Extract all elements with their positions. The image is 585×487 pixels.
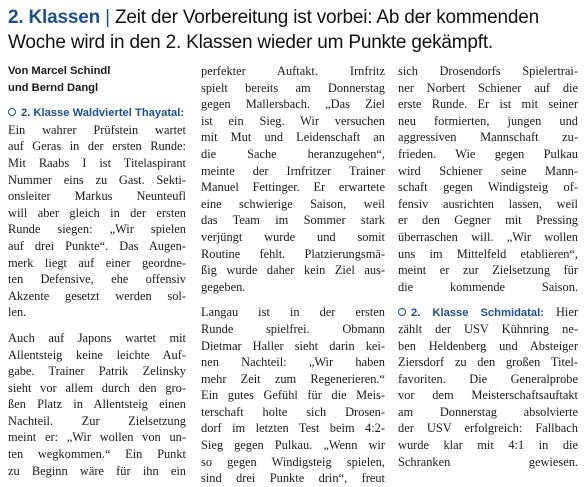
- text-line: Langau ist in der ersten: [201, 305, 385, 320]
- text-line: fensiv ausrichten lassen, weil: [398, 196, 578, 211]
- text-line: schaft gegen Windigsteig of-: [398, 180, 578, 195]
- text-line: terschaft holte sich Drosen-: [201, 404, 385, 419]
- text-line: perfekter Auftakt. Irnfritz: [201, 64, 385, 78]
- text-line: Manuel Fettinger. Er erwartete: [201, 180, 385, 195]
- headline-line-1: [8, 5, 580, 30]
- text-line: auf drei Punkte“. Das Augen-: [8, 238, 186, 253]
- subheading-thayatal: [8, 105, 186, 122]
- text-line: so gegen Windigsteig spielen,: [201, 454, 385, 469]
- text-line: onsleiter Markus Neunteufl: [8, 189, 186, 204]
- text-line: nen Nachteil: „Wir haben: [201, 355, 385, 370]
- text-line: meinte der Irnfritzer Trainer: [201, 163, 385, 178]
- section-kicker: 2. Klassen: [8, 7, 100, 28]
- subheading-schmidatal-line: [398, 304, 578, 321]
- text-line: auf Geras in der ersten Runde:: [8, 139, 186, 154]
- headline-title-1: Zeit der Vorbereitung ist vorbei: Ab der kommenden: [114, 7, 540, 28]
- text-line: ten wegkommen.“ Ein Punkt: [8, 447, 186, 462]
- text-line: Allentsteig keine leichte Auf-: [8, 347, 186, 362]
- text-line: er den Gegner mit Pressing: [398, 213, 578, 228]
- text-line: gegen Mallersbach. „Das Ziel: [201, 97, 385, 112]
- text-line: Nachteil. Zur Zielsetzung: [8, 413, 186, 428]
- author-line: Von Marcel Schindl: [8, 65, 111, 77]
- text-line: Ein wahrer Prüfstein wartet: [8, 122, 186, 137]
- circle-bullet-icon: [8, 108, 16, 116]
- text-line: mehr Zeit zum Regenerieren.“: [201, 371, 385, 386]
- text-line: Mit Raabs I ist Titelaspirant: [8, 155, 186, 170]
- text-line: ben Heldenberg und Absteiger: [398, 338, 578, 353]
- text-line: Runde siegen: „Wir spielen: [8, 222, 186, 237]
- text-line: verjüngt wurde und somit: [201, 229, 385, 244]
- text-line: die Sache heranzugehen“,: [201, 146, 385, 161]
- text-line: uns im Mittelfeld etablieren“,: [398, 246, 578, 261]
- text-line: ßen Platz in Allentsteig einen: [8, 397, 186, 412]
- text-line: sich Drosendorfs Spielertrai-: [398, 64, 578, 78]
- paragraph: [398, 63, 578, 295]
- text-line: aggressiven Mannschaft zu-: [398, 130, 578, 145]
- text-line: gegeben.: [201, 279, 246, 294]
- text-line: favoriten. Die Generalprobe: [398, 371, 578, 386]
- text-line: zu Beginn wäre für ihn ein: [8, 463, 186, 478]
- subheading-text: 2. Klasse Schmidatal:: [411, 307, 544, 320]
- text-line: mit Mut und Leidenschaft an: [201, 130, 385, 145]
- text-line: Ein gutes Gefühl für die Meis-: [201, 388, 385, 403]
- subheading-text: 2. Klasse Waldviertel Thayatal:: [21, 107, 185, 120]
- text-line: merk liegt auf einer geordne-: [8, 255, 186, 270]
- text-line: Sieg gegen Pulkau. „Wenn wir: [201, 438, 385, 453]
- text-line: am Donnerstag absolvierte: [398, 404, 578, 419]
- paragraph: [8, 122, 186, 321]
- text-line: der USV erfolgreich: Fallbach: [398, 421, 578, 436]
- text-line: Schranken gewiesen.: [398, 454, 578, 469]
- text-line: vor dem Meisterschaftsauftakt: [398, 388, 578, 403]
- text-line: gabe. Trainer Patrik Zelinsky: [8, 364, 186, 379]
- paragraph: [8, 330, 186, 479]
- text-line: spielt bereits am Donnerstag: [201, 80, 385, 95]
- text-line: meint er zur Zielsetzung für: [398, 263, 578, 278]
- text-line: sieht vor allem durch den gro-: [8, 380, 186, 395]
- paragraph: [398, 321, 578, 470]
- text-line: die kommende Saison.: [398, 279, 578, 294]
- text-line: ßig wurde daher kein Ziel aus-: [201, 263, 385, 278]
- text-line: len.: [8, 305, 27, 320]
- article-column-2: [201, 63, 385, 487]
- text-line: überraschen will. „Wir wollen: [398, 229, 578, 244]
- article-column-3: [398, 63, 578, 470]
- text-line: Akzente gesetzt werden sol-: [8, 288, 186, 303]
- text-line: Runde spielfrei. Obmann: [201, 321, 385, 336]
- text-line: das Team im Sommer stark: [201, 213, 385, 228]
- text-line: dorf im letzten Test beim 4:2-: [201, 421, 385, 436]
- text-line: Auch auf Japons wartet mit: [8, 330, 186, 345]
- paragraph: [201, 63, 385, 295]
- headline: [8, 5, 580, 55]
- author-line: und Bernd Dangl: [8, 81, 99, 94]
- article-column-1: [8, 63, 186, 479]
- text-line: will aber gleich in der ersten: [8, 205, 186, 220]
- text-line: Dietmar Haller sieht darin kei-: [201, 338, 385, 353]
- paragraph: [201, 304, 385, 487]
- text-line: ten Defensive, ehe offensiv: [8, 272, 186, 287]
- headline-title-2: Woche wird in den 2. Klassen wieder um Punkte gekämpft.: [8, 32, 494, 53]
- text-line: Ziersdorf zu den großen Titel-: [398, 355, 578, 370]
- text-line: sind drei Punkte drin“, freut: [201, 471, 385, 486]
- text-line: ist ein Sieg. Wir versuchen: [201, 113, 385, 128]
- circle-bullet-icon: [398, 308, 406, 316]
- text-line: ner Norbert Schiener auf die: [398, 80, 578, 95]
- text-line: zählt der USV Kühnring ne-: [398, 321, 578, 336]
- text-line: wurde klar mit 4:1 in die: [398, 438, 578, 453]
- text-line: wird Schiener seine Mann-: [398, 163, 578, 178]
- text-line: frieden. Wie gegen Pulkau: [398, 146, 578, 161]
- text-line: meint er: „Wir wollen von un-: [8, 430, 186, 445]
- text-line: Nummer eins zu Gast. Sekti-: [8, 172, 186, 187]
- text-line: neu formierten, jungen und: [398, 113, 578, 128]
- text-line: eine schwierige Saison, weil: [201, 196, 385, 211]
- text-line: erste Runde. Er ist mit seiner: [398, 97, 578, 112]
- text-line: Hier: [555, 305, 578, 320]
- kicker-separator: |: [105, 7, 110, 28]
- text-line: Routine fehlt. Platzierungsmä-: [201, 246, 385, 261]
